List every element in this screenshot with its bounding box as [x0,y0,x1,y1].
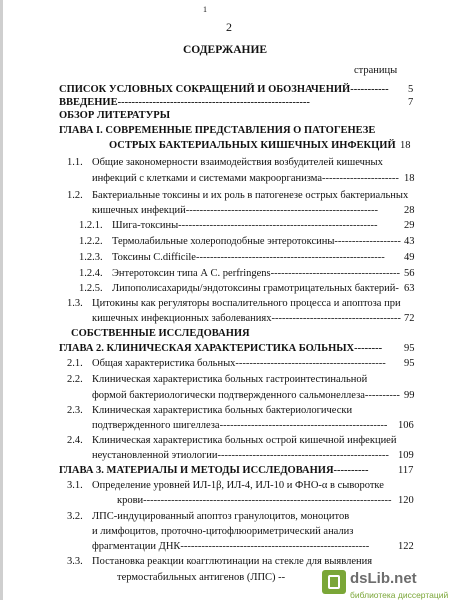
pages-column-label: страницы [354,65,398,76]
toc-entry-number: 3.3. [67,556,83,567]
toc-entry-number: 3.2. [67,511,83,522]
toc-entry-text: Токсины C.difficile------------------------------------------------------ [112,252,385,263]
toc-entry-text: Общие закономерности взаимодействия возбудителей кишечных [92,157,383,168]
toc-entry-page: 7 [408,97,414,108]
toc-entry-page: 106 [398,420,414,431]
toc-entry-text: ЛПС-индуцированный апоптоз гранулоцитов, моноцитов [92,511,350,522]
toc-entry-text: ГЛАВА 3. МАТЕРИАЛЫ И МЕТОДЫ ИССЛЕДОВАНИЯ---------- [59,465,369,476]
toc-entry-number: 1.3. [67,298,83,309]
toc-entry-number: 2.2. [67,374,83,385]
toc-entry-number: 2.3. [67,405,83,416]
toc-entry-number: 3.1. [67,480,83,491]
toc-entry-page: 95 [404,358,415,369]
toc-entry-text: неустановленной этиологии------------------------------------------------- [92,450,389,461]
toc-entry-text: Постановка реакции коагглютинации на стекле для выявления [92,556,373,567]
toc-entry-text: Цитокины как регуляторы воспалительного процесса и апоптоза при [92,298,401,309]
toc-entry-text: Общая характеристика больных------------------------------------------- [92,358,386,369]
toc-entry-number: 1.2.4. [79,268,103,279]
toc-entry-text: и лимфоцитов, проточно-цитофлюориметрический анализ [92,526,354,537]
dslib-watermark [322,566,449,610]
toc-section-heading: СОБСТВЕННЫЕ ИССЛЕДОВАНИЯ [71,328,250,339]
toc-entry-page: 18 [400,140,411,151]
toc-entry-text: подтвержденного шигеллеза------------------------------------------------ [92,420,388,431]
toc-entry-text: Клиническая характеристика больных гастроинтестинальной [92,374,368,385]
toc-entry-page: 43 [404,236,415,247]
toc-entry-text: Бактериальные токсины и их роль в патогенезе острых бактериальных [92,190,409,201]
toc-entry-number: 1.2.5. [79,283,103,294]
toc-section-heading: ОБЗОР ЛИТЕРАТУРЫ [59,110,171,121]
logo-tagline: библиотека диссертаций [350,590,449,600]
toc-entry-page: 49 [404,252,415,263]
toc-entry-number: 1.2.3. [79,252,103,263]
toc-entry-text: термостабильных антигенов (ЛПС) -- [117,572,286,583]
page-marker: 1 [203,5,207,14]
toc-entry-number: 1.2.1. [79,220,103,231]
toc-entry-text: Липополисахариды/эндотоксины грамотрицательных бактерий- [112,283,399,294]
toc-entry-number: 2.1. [67,358,83,369]
toc-entry-text: ОСТРЫХ БАКТЕРИАЛЬНЫХ КИШЕЧНЫХ ИНФЕКЦИЙ [109,140,396,151]
toc-entry-text: формой бактериологически подтвержденного сальмонеллеза---------- [92,390,400,401]
toc-entry-text: Энтеротоксин типа А C. perfringens------------------------------------- [112,268,400,279]
toc-entry-text: ГЛАВА 2. КЛИНИЧЕСКАЯ ХАРАКТЕРИСТИКА БОЛЬНЫХ-------- [59,343,383,354]
toc-entry-page: 63 [404,283,415,294]
toc-entry-page: 72 [404,313,415,324]
toc-entry-page: 122 [398,541,414,552]
toc-entry-text: Определение уровней ИЛ-1β, ИЛ-4, ИЛ-10 и ФНО-α в сыворотке [92,480,384,491]
toc-entry-number: 1.1. [67,157,83,168]
page-title: СОДЕРЖАНИЕ [182,44,268,56]
toc-entry-number: 1.2. [67,190,83,201]
toc-entry-page: 99 [404,390,415,401]
toc-entry-text: крови----------------------------------------------------------------------- [117,495,392,506]
toc-entry-text: СПИСОК УСЛОВНЫХ СОКРАЩЕНИЙ И ОБОЗНАЧЕНИЙ----------- [59,84,389,95]
toc-entry-page: 29 [404,220,415,231]
toc-entry-text: Клиническая характеристика больных острой кишечной инфекцией [92,435,397,446]
toc-entry-text: инфекций с клетками и системами макроорганизма---------------------- [92,173,399,184]
page-number: 2 [226,20,232,34]
toc-entry-text: кишечных инфекционных заболеваниях------------------------------------- [92,313,401,324]
library-logo-icon [322,570,346,594]
toc-entry-page: 18 [404,173,415,184]
toc-entry-page: 56 [404,268,415,279]
toc-entry-text: ВВЕДЕНИЕ------------------------------------------------------- [59,97,310,108]
toc-entry-text: кишечных инфекций------------------------------------------------------- [92,205,379,216]
toc-entry-text: Клиническая характеристика больных бактериологически [92,405,353,416]
toc-entry-page: 120 [398,495,414,506]
logo-name: dsLib.net [350,570,417,587]
toc-entry-number: 1.2.2. [79,236,103,247]
toc-entry-page: 5 [408,84,414,95]
toc-entry-page: 95 [404,343,415,354]
toc-entry-number: 2.4. [67,435,83,446]
toc-entry-text: Термолабильные холероподобные энтеротоксины------------------- [112,236,401,247]
toc-entry-text: Шига-токсины--------------------------------------------------------- [112,220,378,231]
toc-entry-page: 109 [398,450,414,461]
toc-chapter-heading: ГЛАВА I. СОВРЕМЕННЫЕ ПРЕДСТАВЛЕНИЯ О ПАТОГЕНЕЗЕ [59,125,376,136]
page-edge [0,0,3,600]
toc-entry-page: 117 [398,465,414,476]
toc-entry-text: фрагментации ДНК------------------------------------------------------ [92,541,370,552]
toc-entry-page: 28 [404,205,415,216]
